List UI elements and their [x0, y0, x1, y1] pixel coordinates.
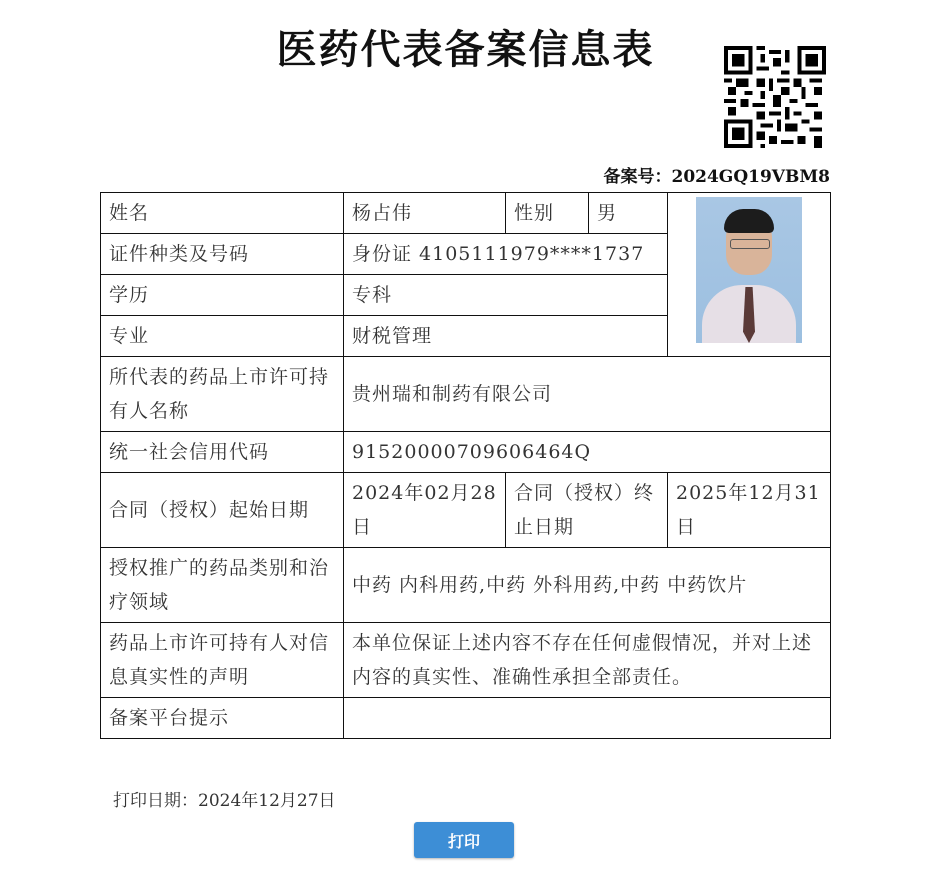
- end-date-value: 2025年12月31日: [668, 473, 831, 548]
- platform-hint-label: 备案平台提示: [101, 698, 344, 739]
- platform-hint-value: [344, 698, 831, 739]
- table-row: [101, 548, 831, 623]
- gender-value: 男: [589, 193, 668, 234]
- print-button[interactable]: 打印: [414, 822, 514, 858]
- table-row: [101, 473, 831, 548]
- qr-code-icon: [724, 46, 826, 148]
- table-row: [101, 193, 831, 234]
- person-photo: [696, 197, 802, 343]
- record-number: 备案号：2024GQ19VBM8: [603, 167, 830, 187]
- name-value: 杨占伟: [344, 193, 506, 234]
- id-value: 身份证 4105111979****1737: [344, 234, 668, 275]
- table-row: [101, 432, 831, 473]
- statement-label: 药品上市许可持有人对信息真实性的声明: [101, 623, 344, 698]
- education-value: 专科: [344, 275, 668, 316]
- end-date-label: 合同（授权）终止日期: [506, 473, 668, 548]
- print-date: 打印日期：2024年12月27日: [113, 791, 336, 811]
- table-row: [101, 698, 831, 739]
- id-label: 证件种类及号码: [101, 234, 344, 275]
- category-value: 中药 内科用药,中药 外科用药,中药 中药饮片: [344, 548, 831, 623]
- start-date-value: 2024年02月28日: [344, 473, 506, 548]
- start-date-label: 合同（授权）起始日期: [101, 473, 344, 548]
- holder-value: 贵州瑞和制药有限公司: [344, 357, 831, 432]
- name-label: 姓名: [101, 193, 344, 234]
- major-value: 财税管理: [344, 316, 668, 357]
- major-label: 专业: [101, 316, 344, 357]
- gender-label: 性别: [506, 193, 589, 234]
- page-title: 医药代表备案信息表: [276, 26, 655, 73]
- statement-value: 本单位保证上述内容不存在任何虚假情况，并对上述内容的真实性、准确性承担全部责任。: [344, 623, 831, 698]
- education-label: 学历: [101, 275, 344, 316]
- credit-code-value: 91520000709606464Q: [344, 432, 831, 473]
- info-table: [100, 192, 831, 739]
- category-label: 授权推广的药品类别和治疗领域: [101, 548, 344, 623]
- photo-cell: [668, 193, 831, 357]
- holder-label: 所代表的药品上市许可持有人名称: [101, 357, 344, 432]
- table-row: [101, 623, 831, 698]
- credit-code-label: 统一社会信用代码: [101, 432, 344, 473]
- table-row: [101, 357, 831, 432]
